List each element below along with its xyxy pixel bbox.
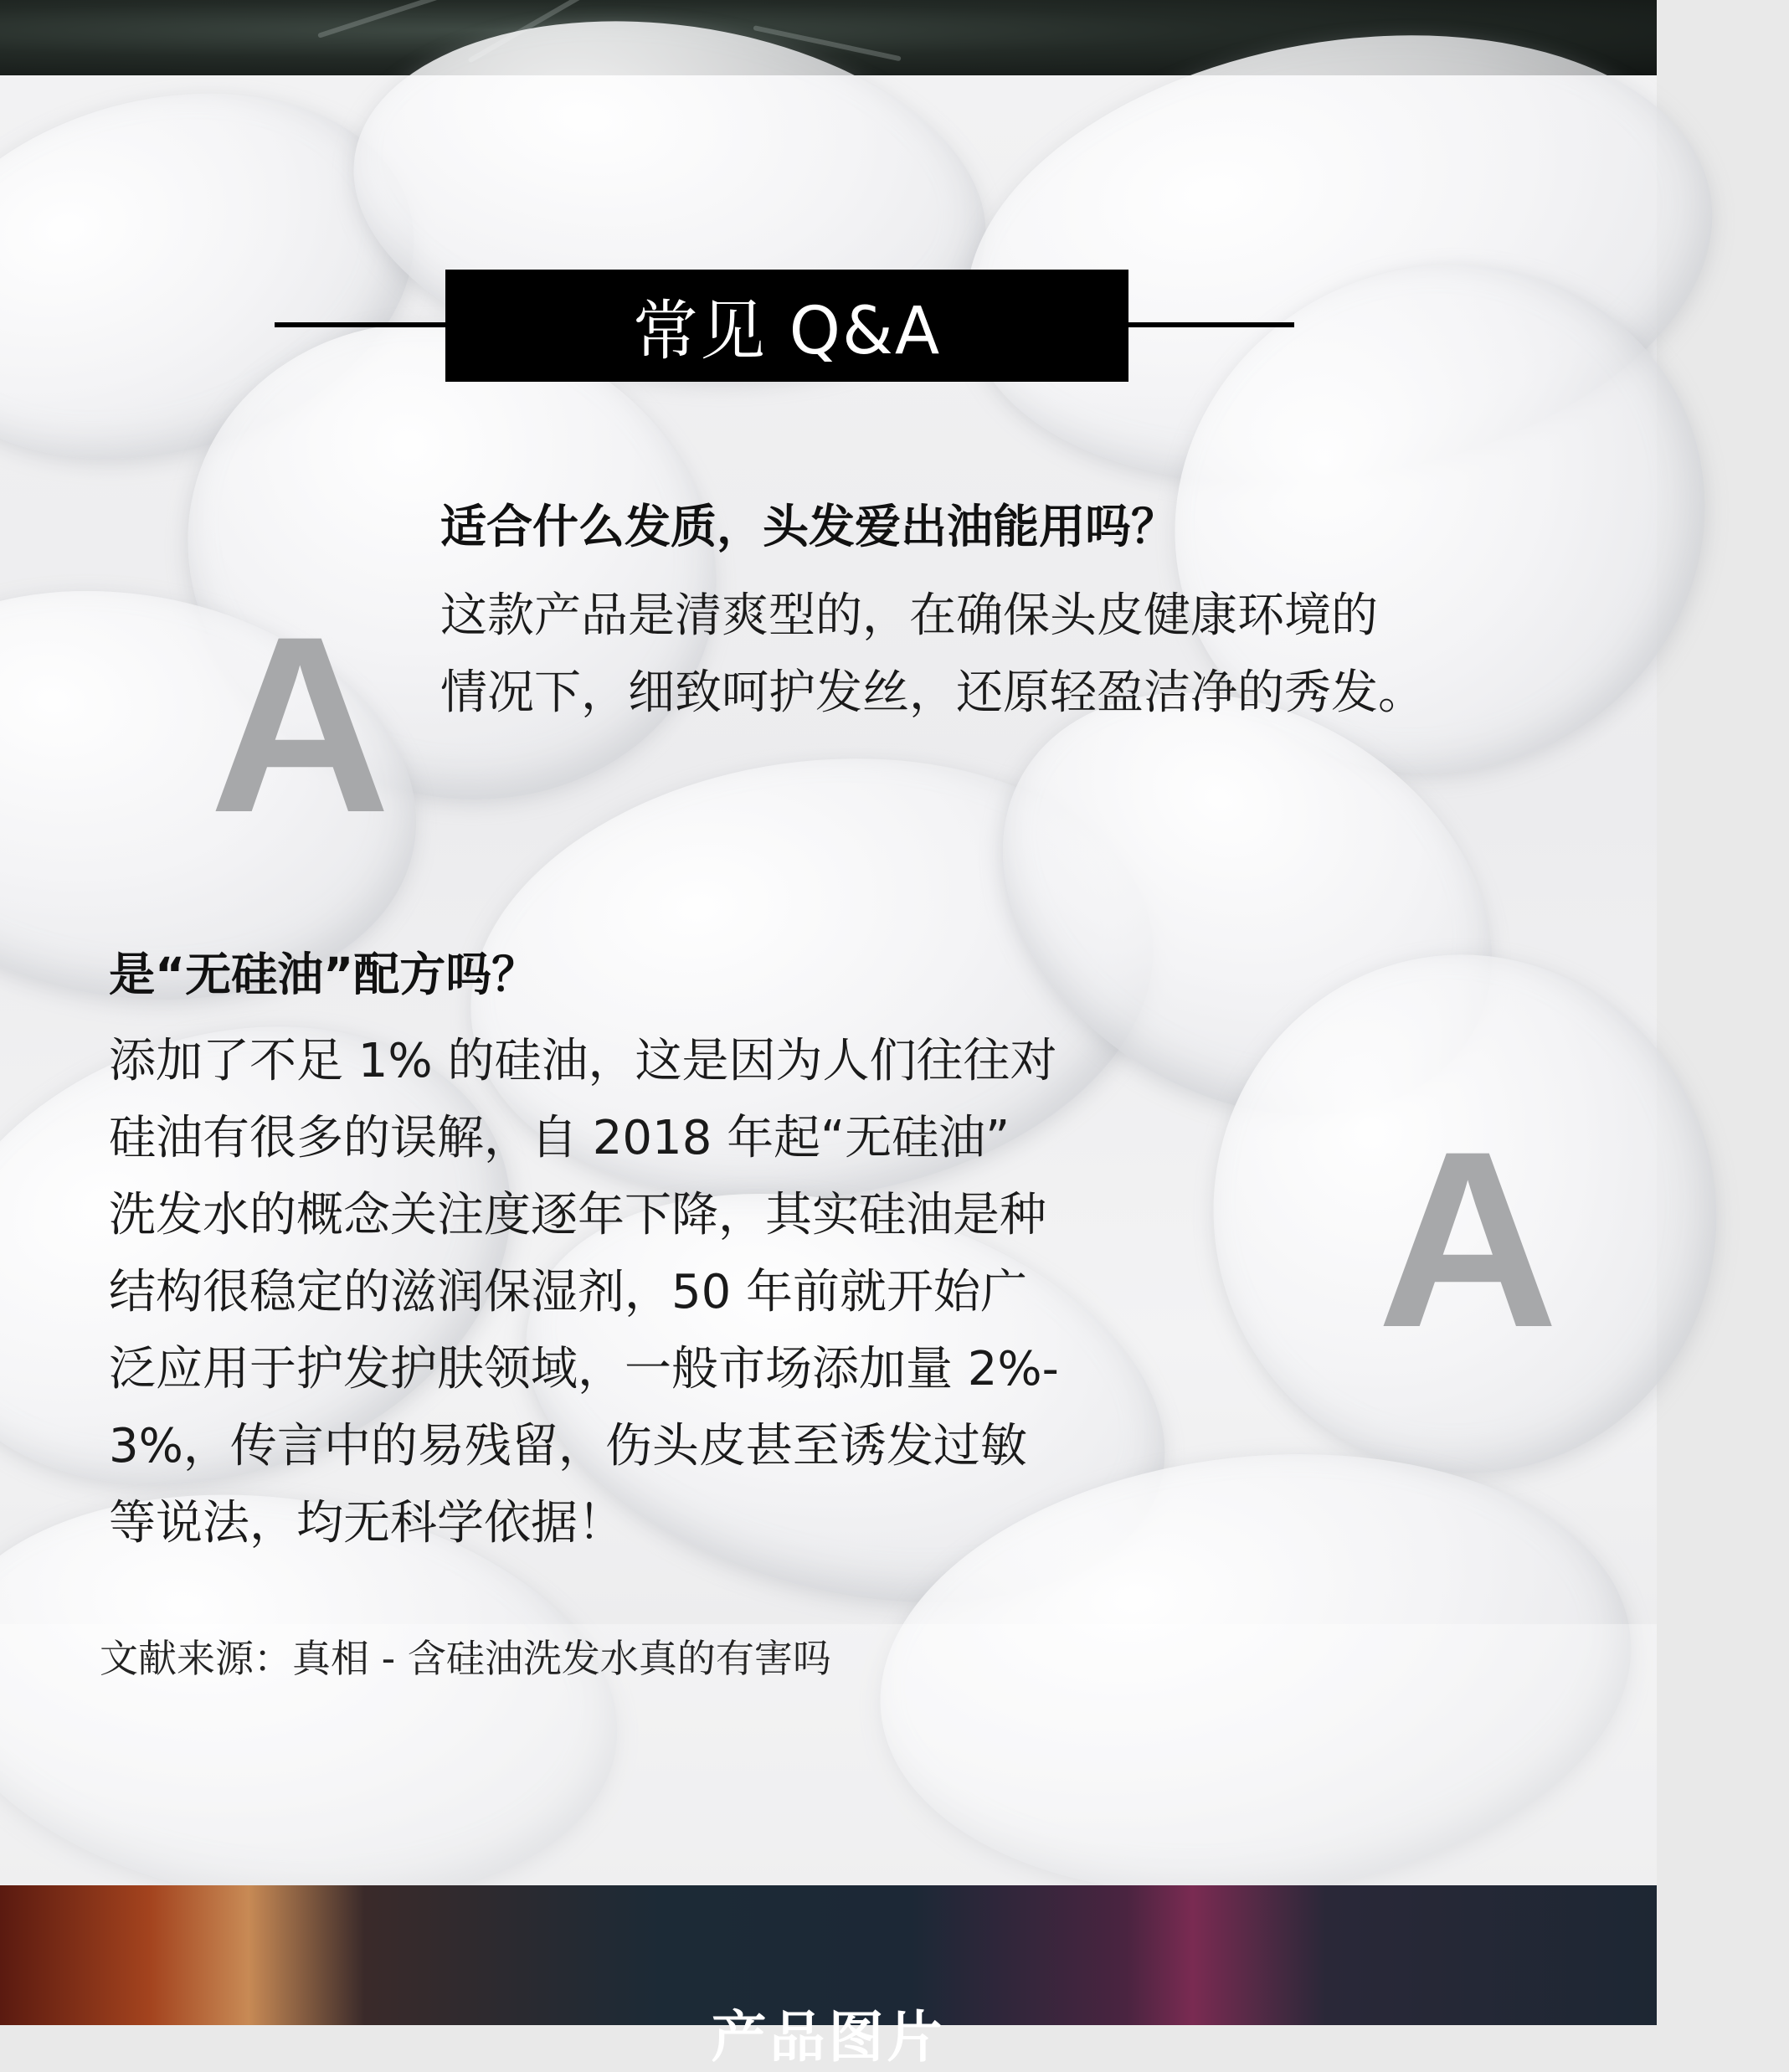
source-citation: 文献来源：真相 - 含硅油洗发水真的有害吗 [100,1636,831,1681]
answer-1 [440,578,1425,732]
question-2: 是“无硅油”配方吗？ [109,948,538,1001]
section-title: 常见 Q&A [445,270,1128,382]
question-1: 适合什么发质，头发爱出油能用吗？ [440,500,1178,553]
answer-2-line: 洗发水的概念关注度逐年下降，其实硅油是种 [109,1188,1046,1242]
answer-2-line: 结构很稳定的滋润保湿剂，50 年前就开始广 [109,1265,1028,1319]
product-images-banner [0,1885,1657,2069]
answer-1-line: 这款产品是清爽型的，在确保头皮健康环境的 [440,589,1378,643]
title-divider-right [1127,322,1294,327]
answer-2-line: 等说法，均无科学依据！ [109,1496,625,1550]
answer-2-line: 泛应用于护发护肤领域，一般市场添加量 2%- [109,1342,1059,1396]
answer-marker-1: A [209,584,391,865]
next-section-title: 产品图片 [711,2005,946,2069]
answer-marker-2: A [1377,1098,1559,1380]
answer-1-line: 情况下，细致呵护发丝，还原轻盈洁净的秀发。 [440,666,1425,720]
answer-2-line: 硅油有很多的误解，自 2018 年起“无硅油” [109,1111,1010,1165]
answer-2-line: 添加了不足 1% 的硅油，这是因为人们往往对 [109,1034,1057,1088]
answer-2-line: 3%，传言中的易残留，伤头皮甚至诱发过敏 [109,1419,1027,1473]
title-divider-left [275,322,447,327]
answer-2 [109,1023,1059,1562]
